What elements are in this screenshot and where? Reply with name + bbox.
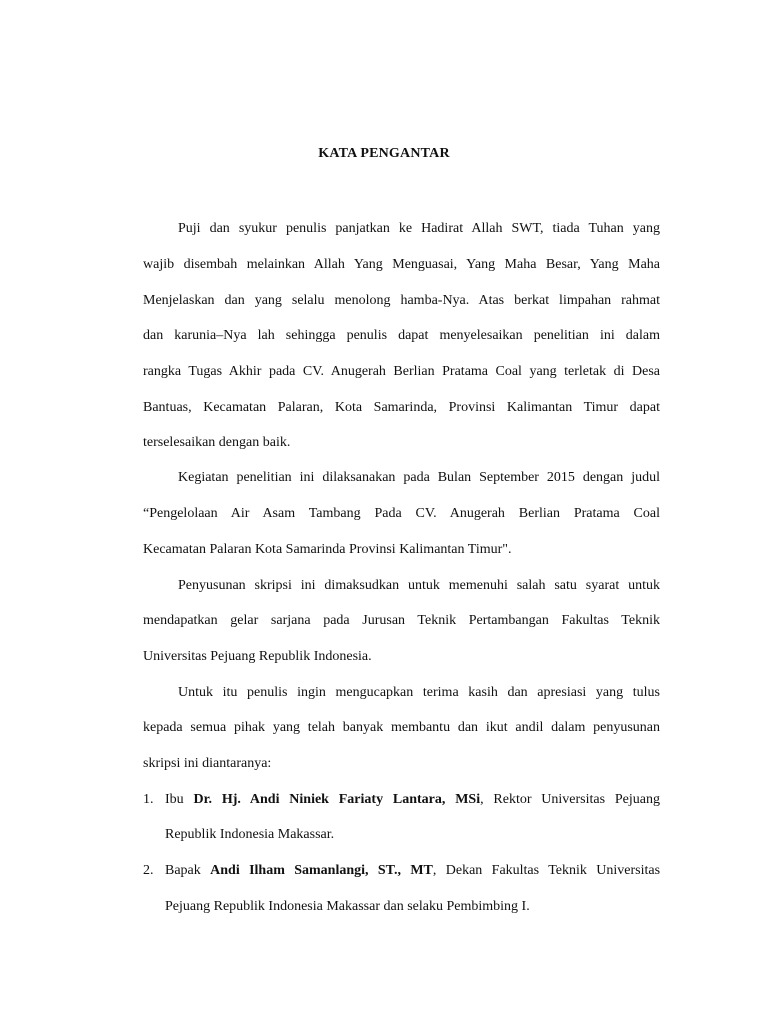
list-item-1-suffix: , Rektor Universitas Pejuang	[480, 792, 660, 807]
list-item-2-name: Andi Ilham Samanlangi, ST., MT	[210, 863, 433, 878]
list-item-1-line-1	[165, 790, 660, 810]
paragraph-4-line-3: skripsi ini diantaranya:	[143, 756, 272, 771]
paragraph-3-line-3: Universitas Pejuang Republik Indonesia.	[143, 649, 372, 664]
page-title: KATA PENGANTAR	[318, 146, 450, 161]
paragraph-1-line-2: wajib disembah melainkan Allah Yang Menguasai, Yang Maha Besar, Yang Maha	[143, 257, 660, 272]
paragraph-4-line-2: kepada semua pihak yang telah banyak membantu dan ikut andil dalam penyusunan	[143, 720, 660, 735]
paragraph-1-line-1: Puji dan syukur penulis panjatkan ke Hadirat Allah SWT, tiada Tuhan yang	[178, 221, 660, 236]
paragraph-1-line-5: rangka Tugas Akhir pada CV. Anugerah Berlian Pratama Coal yang terletak di Desa	[143, 364, 660, 379]
list-item-2-line-1	[165, 861, 660, 881]
list-item-1-line-2: Republik Indonesia Makassar.	[165, 827, 335, 842]
paragraph-3-line-1: Penyusunan skripsi ini dimaksudkan untuk memenuhi salah satu syarat untuk	[178, 578, 660, 593]
paragraph-2-line-1: Kegiatan penelitian ini dilaksanakan pada Bulan September 2015 dengan judul	[178, 470, 660, 485]
list-item-2-suffix: , Dekan Fakultas Teknik Universitas	[432, 863, 661, 878]
list-item-1-number: 1.	[143, 792, 154, 807]
paragraph-4-line-1: Untuk itu penulis ingin mengucapkan terima kasih dan apresiasi yang tulus	[178, 685, 660, 700]
list-item-1-name: Dr. Hj. Andi Niniek Fariaty Lantara, MSi	[193, 792, 481, 807]
paragraph-1-line-6: Bantuas, Kecamatan Palaran, Kota Samarinda, Provinsi Kalimantan Timur dapat	[143, 400, 660, 415]
paragraph-2-line-3: Kecamatan Palaran Kota Samarinda Provinsi Kalimantan Timur".	[143, 542, 512, 557]
list-item-2-number: 2.	[143, 863, 154, 878]
list-item-2-prefix: Bapak	[165, 863, 211, 878]
paragraph-1-line-4: dan karunia–Nya lah sehingga penulis dapat menyelesaikan penelitian ini dalam	[143, 328, 660, 343]
paragraph-1-line-3: Menjelaskan dan yang selalu menolong hamba-Nya. Atas berkat limpahan rahmat	[143, 293, 660, 308]
paragraph-1-line-7: terselesaikan dengan baik.	[143, 435, 291, 450]
list-item-1-prefix: Ibu	[165, 792, 194, 807]
paragraph-3-line-2: mendapatkan gelar sarjana pada Jurusan Teknik Pertambangan Fakultas Teknik	[143, 613, 660, 628]
paragraph-2-line-2: “Pengelolaan Air Asam Tambang Pada CV. Anugerah Berlian Pratama Coal	[143, 506, 660, 521]
list-item-2-line-2: Pejuang Republik Indonesia Makassar dan selaku Pembimbing I.	[165, 899, 530, 914]
